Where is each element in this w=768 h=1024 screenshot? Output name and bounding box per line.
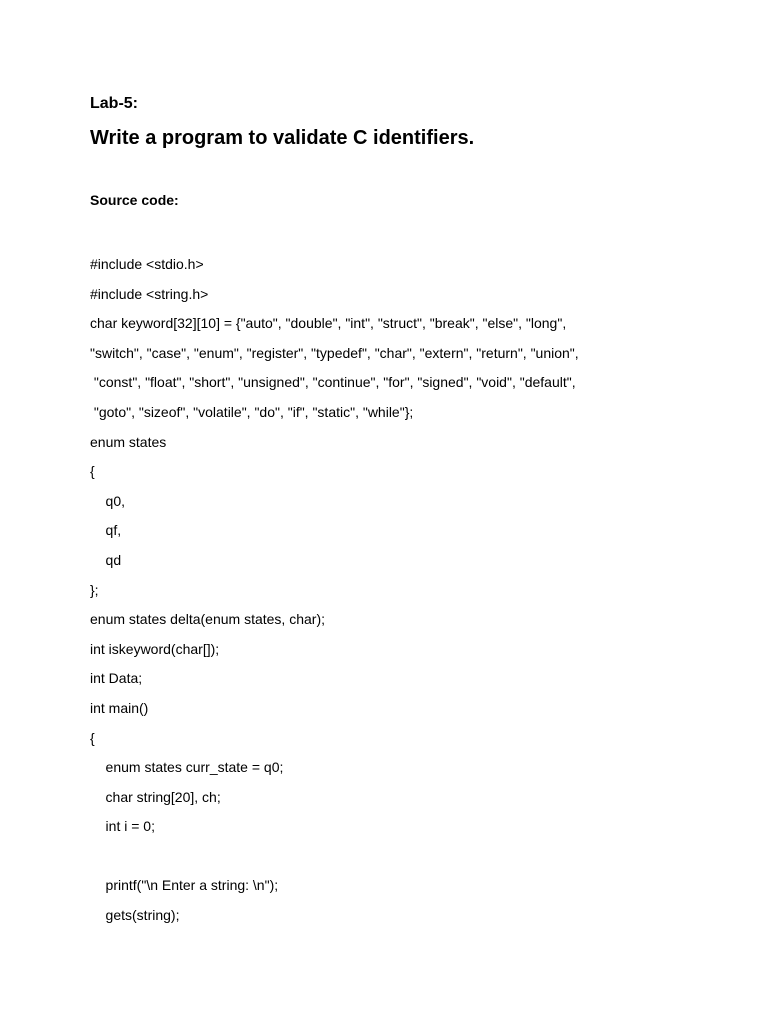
code-line: enum states <box>90 433 167 450</box>
code-line: printf("\n Enter a string: \n"); <box>90 877 279 894</box>
code-line: gets(string); <box>90 907 180 924</box>
source-code-block <box>90 250 730 931</box>
code-line: qd <box>90 551 122 568</box>
code-line: int Data; <box>90 670 143 687</box>
code-line: enum states delta(enum states, char); <box>90 611 325 628</box>
code-line: q0, <box>90 492 126 509</box>
document-title: Write a program to validate C identifiers. <box>90 127 475 149</box>
code-line <box>90 842 730 872</box>
code-line: { <box>90 463 95 480</box>
source-code-heading: Source code: <box>90 192 179 208</box>
lab-label: Lab-5: <box>90 95 138 112</box>
code-line: enum states curr_state = q0; <box>90 759 284 776</box>
code-line: "goto", "sizeof", "volatile", "do", "if", "static", "while"}; <box>90 403 414 420</box>
code-line: "switch", "case", "enum", "register", "typedef", "char", "extern", "return", "union", <box>90 344 579 361</box>
code-line: int main() <box>90 699 149 716</box>
code-line: int i = 0; <box>90 818 155 835</box>
code-line: char string[20], ch; <box>90 788 221 805</box>
code-line: #include <string.h> <box>90 285 209 302</box>
code-line: #include <stdio.h> <box>90 256 204 272</box>
code-line: qf, <box>90 522 122 539</box>
code-line: { <box>90 729 95 746</box>
code-line: int iskeyword(char[]); <box>90 640 220 657</box>
code-line: "const", "float", "short", "unsigned", "continue", "for", "signed", "void", "default", <box>90 374 576 391</box>
code-line: char keyword[32][10] = {"auto", "double", "int", "struct", "break", "else", "long", <box>90 315 567 332</box>
code-line: }; <box>90 581 99 598</box>
